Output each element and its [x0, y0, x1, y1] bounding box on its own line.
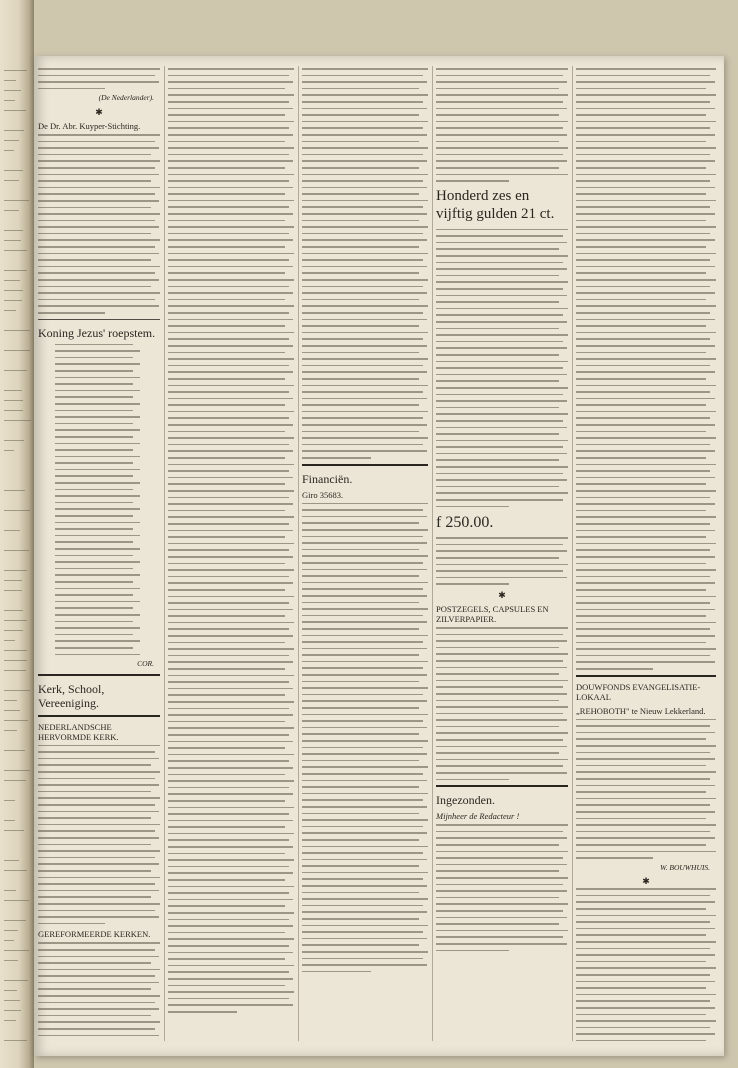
facing-page-text: [4, 490, 25, 491]
facing-page-text: [4, 450, 14, 451]
facing-page-text: [4, 70, 27, 71]
amount-250: f 250.00.: [436, 514, 494, 532]
facing-page-text: [4, 90, 21, 91]
facing-page-text: [4, 770, 30, 771]
article-text: [436, 229, 568, 508]
facing-page-text: [4, 290, 23, 291]
facing-page-text: [4, 100, 15, 101]
facing-page-text: [4, 710, 20, 711]
douwfonds-subtitle: „REHOBOTH" te Nieuw Lekkerland.: [576, 705, 706, 716]
facing-page-text: [4, 820, 15, 821]
facing-page-text: [4, 610, 23, 611]
facing-page-text: [4, 630, 23, 631]
facing-page-text: [4, 660, 27, 661]
postzegels-title: POSTZEGELS, CAPSULES EN ZILVERPAPIER.: [436, 603, 549, 624]
facing-page-text: [4, 210, 19, 211]
facing-page-text: [4, 440, 24, 441]
facing-page-text: [4, 990, 17, 991]
facing-page-text: [4, 800, 15, 801]
facing-page-text: [4, 370, 27, 371]
column-rule: [572, 66, 573, 1041]
author-signature: (De Nederlander).: [98, 93, 154, 103]
sub-heading: GEREFORMEERDE KERKEN.: [38, 929, 151, 940]
poem-text: [38, 344, 160, 656]
facing-page-text: [4, 280, 20, 281]
facing-page-text: [4, 1040, 27, 1041]
facing-page-text: [4, 890, 16, 891]
facing-page-text: [4, 80, 16, 81]
author-signature: W. BOUWHUIS.: [660, 862, 710, 872]
honderd-title: Honderd zes en vijftig gulden 21 ct.: [436, 187, 555, 222]
article-text: [576, 68, 716, 670]
facing-page-text: [4, 400, 23, 401]
facing-page-text: [4, 530, 20, 531]
facing-page-text: [4, 870, 27, 871]
giro-number: Giro 35683.: [302, 489, 344, 500]
facing-page-text: [4, 250, 27, 251]
facing-page-text: [4, 1010, 21, 1011]
facing-page-text: [4, 270, 27, 271]
facing-page-text: [4, 940, 14, 941]
facing-page-text: [4, 150, 14, 151]
facing-page-text: [4, 750, 25, 751]
facing-page-text: [4, 980, 28, 981]
facing-page-text: [4, 960, 18, 961]
facing-page-text: [4, 900, 29, 901]
facing-page-text: [4, 830, 24, 831]
facing-page-text: [4, 410, 23, 411]
newspaper-page: [34, 56, 724, 1056]
poem-title: Koning Jezus' roepstem.: [38, 325, 156, 340]
facing-page-text: [4, 110, 26, 111]
separator-star: ✱: [498, 589, 506, 600]
douwfonds-title: DOUWFONDS EVANGELISATIE-LOKAAL: [576, 681, 701, 702]
facing-page-text: [4, 720, 28, 721]
facing-page-text: [4, 860, 19, 861]
separator-star: ✱: [95, 106, 103, 117]
column-5: [576, 66, 716, 1041]
article-text: [436, 68, 568, 182]
column-4: [436, 66, 568, 1041]
facing-page-text: [4, 570, 27, 571]
article-text: [302, 68, 428, 459]
divider: [38, 674, 160, 676]
facing-page-text: [4, 950, 29, 951]
article-text: [38, 942, 160, 1041]
article-text: [38, 68, 160, 89]
facing-page-text: [4, 590, 22, 591]
facing-page-text: [4, 390, 22, 391]
facing-page-text: [4, 1000, 20, 1001]
facing-page-text: [4, 650, 27, 651]
divider: [38, 715, 160, 717]
divider: [576, 675, 716, 677]
facing-page-text: [4, 170, 23, 171]
divider: [302, 464, 428, 466]
facing-page-text: [4, 930, 18, 931]
facing-page-text: [4, 180, 19, 181]
facing-page-text: [4, 130, 24, 131]
article-text: [38, 134, 160, 314]
facing-page-text: [4, 920, 26, 921]
ingezonden-salutation: Mijnheer de Redacteur !: [436, 811, 520, 822]
section-title: Kerk, School, Vereeniging.: [38, 681, 105, 710]
article-text: [576, 888, 716, 1041]
financien-title: Financiën.: [302, 471, 353, 486]
facing-page-text: [4, 700, 17, 701]
poem-signature: COR.: [137, 659, 154, 669]
column-1: [38, 66, 160, 1041]
facing-page-text: [4, 1020, 16, 1021]
facing-page-text: [4, 300, 22, 301]
facing-page-text: [4, 780, 26, 781]
facing-page-text: [4, 330, 30, 331]
column-3: [302, 66, 428, 1041]
article-text: [576, 719, 716, 859]
facing-page-text: [4, 550, 29, 551]
facing-page-text: [4, 670, 26, 671]
facing-page-text: [4, 230, 23, 231]
article-text: [436, 824, 568, 951]
column-rule: [164, 66, 165, 1041]
facing-page-text: [4, 690, 30, 691]
ingezonden-title: Ingezonden.: [436, 793, 495, 808]
facing-page-text: [4, 730, 17, 731]
facing-page-text: [4, 580, 22, 581]
facing-page-text: [4, 140, 19, 141]
facing-page-text: [4, 620, 27, 621]
article-text: [436, 537, 568, 585]
facing-page-text: [4, 200, 29, 201]
divider: [436, 785, 568, 787]
facing-page-text: [4, 240, 21, 241]
sub-heading: NEDERLANDSCHE HERVORMDE KERK.: [38, 721, 119, 742]
column-2: [168, 66, 294, 1041]
divider: [38, 319, 160, 320]
article-text: [168, 68, 294, 1013]
separator-star: ✱: [642, 876, 650, 887]
facing-page-text: [4, 310, 16, 311]
facing-page-text: [4, 420, 31, 421]
column-rule: [432, 66, 433, 1041]
column-rule: [298, 66, 299, 1041]
facing-page-text: [4, 510, 30, 511]
article-text: [436, 627, 568, 780]
article-text: [302, 503, 428, 973]
article-text: [38, 745, 160, 925]
facing-page-text: [4, 350, 30, 351]
book-binding: [0, 0, 34, 1068]
facing-page-text: [4, 640, 15, 641]
heading-stichting: De Dr. Abr. Kuyper-Stichting.: [38, 120, 141, 131]
